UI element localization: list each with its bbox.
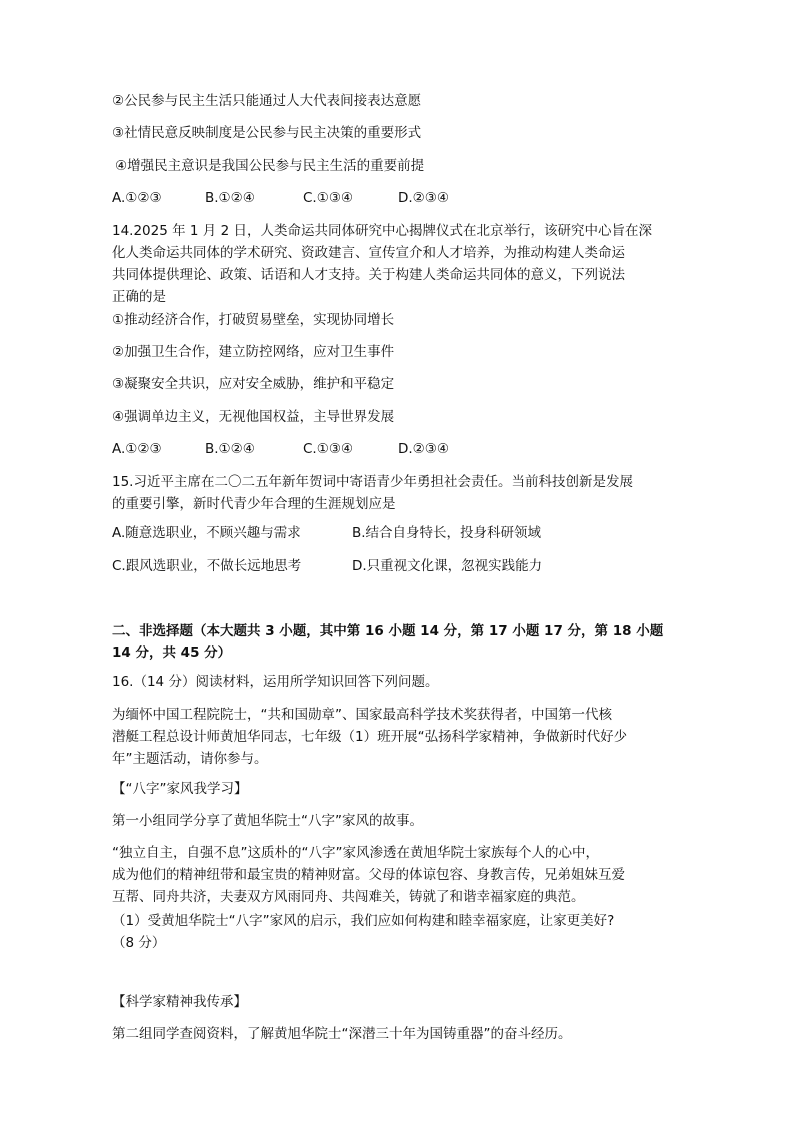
- q14-stem-line-2: 化人类命运共同体的学术研究、资政建言、宣传宣介和人才培养，为推动构建人类命运: [112, 245, 625, 261]
- q13-option-a: A.①②③: [112, 190, 162, 206]
- q15-option-c: C.跟风选职业，不做长远地思考: [112, 558, 302, 574]
- q16-section-1-para-line-1: “独立自主，自强不息”这质朴的“八字”家风渗透在黄旭华院士家族每个人的心中，: [112, 845, 599, 861]
- section-2-heading-line-2: 14 分，共 45 分）: [112, 645, 232, 661]
- q16-section-1-title: 【“八字”家风我学习】: [112, 781, 248, 797]
- q16-intro-line-3: 年”主题活动，请你参与。: [112, 751, 268, 767]
- section-2-heading-line-1: 二、非选择题（本大题共 3 小题，其中第 16 小题 14 分，第 17 小题 17 分，第 18 小题: [112, 623, 664, 639]
- q14-statement-2: ②加强卫生合作，建立防控网络，应对卫生事件: [112, 344, 395, 360]
- q14-stem-line-4: 正确的是: [112, 289, 166, 305]
- q16-intro-line-1: 为缅怀中国工程院院士，“共和国勋章”、国家最高科学技术奖获得者，中国第一代核: [112, 707, 612, 723]
- q13-option-c: C.①③④: [303, 190, 354, 206]
- q14-option-a: A.①②③: [112, 441, 162, 457]
- q13-statement-2: ②公民参与民主生活只能通过人大代表间接表达意愿: [112, 93, 422, 109]
- q14-statement-1: ①推动经济合作，打破贸易壁垒，实现协同增长: [112, 312, 395, 328]
- q16-section-2-title: 【科学家精神我传承】: [112, 994, 247, 1010]
- q13-option-d: D.②③④: [398, 190, 449, 206]
- q16-question-1-line-1: （1）受黄旭华院士“八字”家风的启示，我们应如何构建和睦幸福家庭，让家更美好?: [112, 913, 615, 929]
- q13-statement-3: ③社情民意反映制度是公民参与民主决策的重要形式: [112, 125, 422, 141]
- q16-section-2-lead: 第二组同学查阅资料，了解黄旭华院士“深潜三十年为国铸重器”的奋斗经历。: [112, 1026, 572, 1042]
- q16-intro-line-2: 潜艇工程总设计师黄旭华同志，七年级（1）班开展“弘扬科学家精神，争做新时代好少: [112, 729, 628, 745]
- q16-section-1-para-line-2: 成为他们的精神纽带和最宝贵的精神财富。父母的体谅包容、身教言传，兄弟姐妹互爱: [112, 867, 625, 883]
- q16-section-1-lead: 第一小组同学分享了黄旭华院士“八字”家风的故事。: [112, 813, 423, 829]
- q15-option-a: A.随意选职业，不顾兴趣与需求: [112, 525, 301, 541]
- q16-section-1-para-line-3: 互帮、同舟共济，夫妻双方风雨同舟、共闯难关，铸就了和谐幸福家庭的典范。: [112, 889, 585, 905]
- q13-statement-4: ④增强民主意识是我国公民参与民主生活的重要前提: [115, 158, 425, 174]
- q14-option-d: D.②③④: [398, 441, 449, 457]
- q14-stem-line-3: 共同体提供理论、政策、话语和人才支持。关于构建人类命运共同体的意义，下列说法: [112, 267, 625, 283]
- q15-option-b: B.结合自身特长，投身科研领域: [352, 525, 542, 541]
- q16-question-1-line-2: （8 分）: [112, 935, 166, 951]
- q13-option-b: B.①②④: [205, 190, 255, 206]
- q15-stem-line-1: 15.习近平主席在二〇二五年新年贺词中寄语青少年勇担社会责任。当前科技创新是发展: [112, 474, 633, 490]
- q14-option-c: C.①③④: [303, 441, 354, 457]
- q16-heading: 16.（14 分）阅读材料，运用所学知识回答下列问题。: [112, 674, 439, 690]
- q14-statement-4: ④强调单边主义，无视他国权益，主导世界发展: [112, 409, 395, 425]
- q14-option-b: B.①②④: [205, 441, 255, 457]
- q15-stem-line-2: 的重要引擎，新时代青少年合理的生涯规划应是: [112, 496, 396, 512]
- q15-option-d: D.只重视文化课，忽视实践能力: [352, 558, 543, 574]
- q14-stem-line-1: 14.2025 年 1 月 2 日，人类命运共同体研究中心揭牌仪式在北京举行，该研究中心旨在深: [112, 223, 652, 239]
- q14-statement-3: ③凝聚安全共识，应对安全威胁，维护和平稳定: [112, 376, 395, 392]
